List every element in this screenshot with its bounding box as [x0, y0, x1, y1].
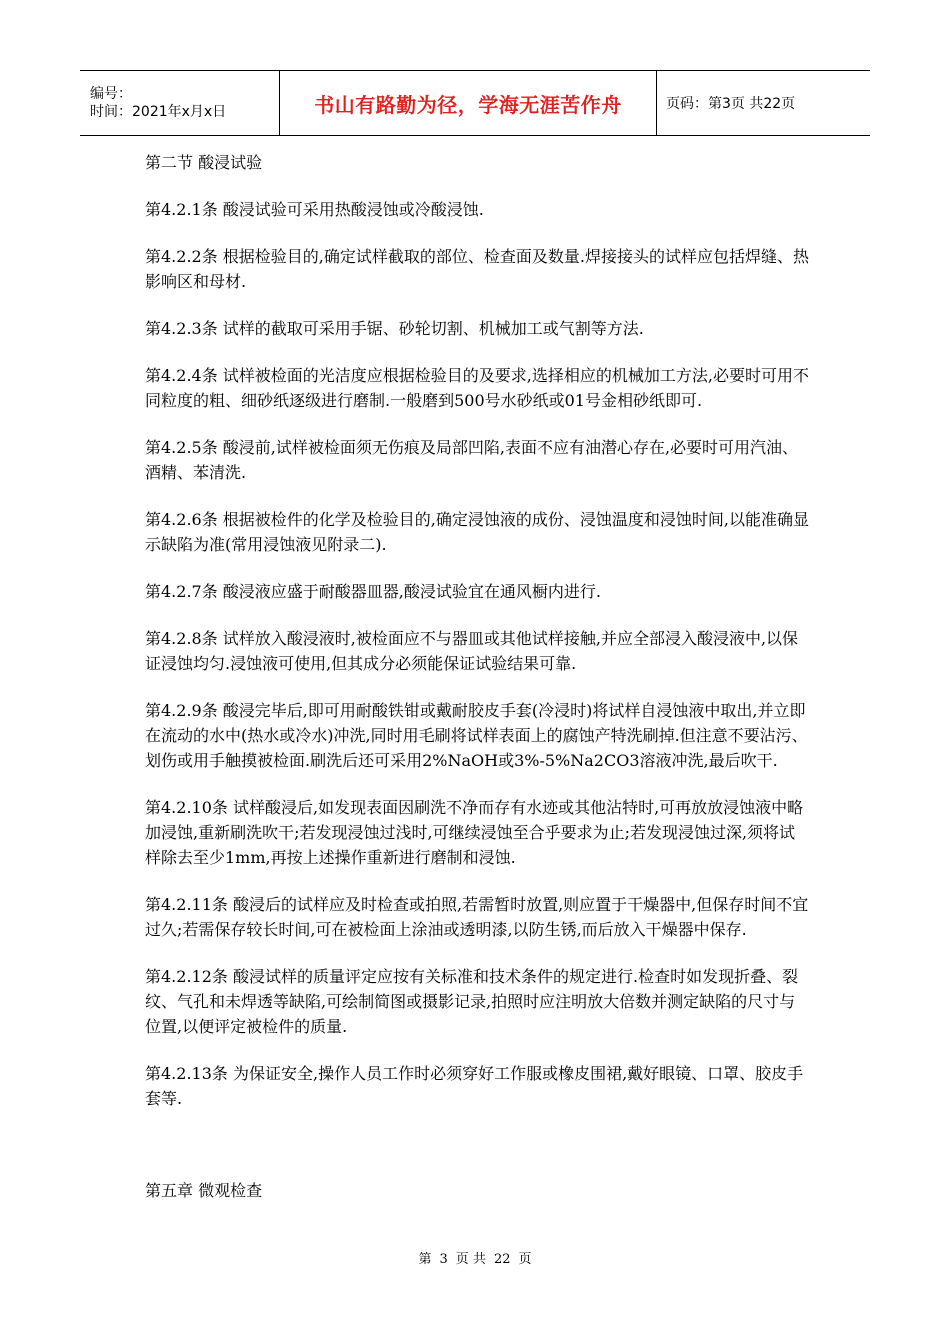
page-header: [80, 70, 870, 136]
clause-4-2-9: 第4.2.9条 酸浸完毕后,即可用耐酸铁钳或戴耐胶皮手套(冷浸时)将试样自浸蚀液中取出,并立即在流动的水中(热水或冷水)冲洗,同时用毛刷将试样表面上的腐蚀产特洗刷掉.但注意不要沾污、划伤或用手触摸被检面.刷洗后还可采用2%NaOH或3%-5%Na2CO3溶液冲洗,最后吹干.: [145, 701, 808, 770]
clause-4-2-8: 第4.2.8条 试样放入酸浸液时,被检面应不与器皿或其他试样接触,并应全部浸入酸浸液中,以保证浸蚀均匀.浸蚀液可使用,但其成分必须能保证试验结果可靠.: [145, 629, 799, 673]
clause-4-2-5: 第4.2.5条 酸浸前,试样被检面须无伤痕及局部凹陷,表面不应有油潜心存在,必要时可用汽油、酒精、苯清洗.: [145, 438, 799, 482]
footer-total-pages: 22: [493, 1252, 511, 1267]
clause-4-2-3: 第4.2.3条 试样的截取可采用手锯、砂轮切割、机械加工或气割等方法.: [145, 319, 644, 338]
clause-4-2-10: 第4.2.10条 试样酸浸后,如发现表面因刷洗不净而存有水迹或其他沾特时,可再放放浸蚀液中略加浸蚀,重新刷洗吹干;若发现浸蚀过浅时,可继续浸蚀至合乎要求为止;若发现浸蚀过深,须将试样除去至少1mm,再按上述操作重新进行磨制和浸蚀.: [145, 798, 804, 867]
clause-4-2-6: 第4.2.6条 根据被检件的化学及检验目的,确定浸蚀液的成份、浸蚀温度和浸蚀时间,以能准确显示缺陷为准(常用浸蚀液见附录二).: [145, 510, 809, 554]
document-body: [145, 150, 810, 1225]
chapter-title: 第五章 微观检查: [145, 1181, 263, 1200]
header-motto: 书山有路勤为径，学海无涯苦作舟: [280, 71, 657, 135]
footer-prefix: 第: [418, 1252, 432, 1267]
clause-4-2-4: 第4.2.4条 试样被检面的光洁度应根据检验目的及要求,选择相应的机械加工方法,必要时可用不同粒度的粗、细砂纸逐级进行磨制.一般磨到500号水砂纸或01号金相砂纸即可.: [145, 366, 809, 410]
section-title: 第二节 酸浸试验: [145, 153, 263, 172]
clause-4-2-2: 第4.2.2条 根据检验目的,确定试样截取的部位、检查面及数量.焊接接头的试样应包括焊缝、热影响区和母材.: [145, 247, 809, 291]
number-label: 编号：: [90, 86, 132, 102]
page-footer: [0, 1248, 950, 1267]
chapter-spacer: [145, 1133, 810, 1178]
footer-suffix: 页: [518, 1252, 532, 1267]
clause-4-2-1: 第4.2.1条 酸浸试验可采用热酸浸蚀或冷酸浸蚀.: [145, 200, 484, 219]
clause-4-2-11: 第4.2.11条 酸浸后的试样应及时检查或拍照,若需暂时放置,则应置于干燥器中,但保存时间不宜过久;若需保存较长时间,可在被检面上涂油或透明漆,以防生锈,而后放入干燥器中保存.: [145, 895, 809, 939]
header-page-info: 页码：第3页 共22页: [666, 96, 796, 112]
header-meta: [80, 71, 280, 135]
clause-4-2-7: 第4.2.7条 酸浸液应盛于耐酸器皿器,酸浸试验宜在通风橱内进行.: [145, 582, 601, 601]
footer-mid: 页 共: [455, 1252, 486, 1267]
footer-page-number: 3: [439, 1252, 448, 1267]
clause-4-2-13: 第4.2.13条 为保证安全,操作人员工作时必须穿好工作服或橡皮围裙,戴好眼镜、口罩、胶皮手套等.: [145, 1064, 804, 1108]
date-label: 时间：2021年x月x日: [90, 104, 227, 120]
clause-4-2-12: 第4.2.12条 酸浸试样的质量评定应按有关标准和技术条件的规定进行.检查时如发现折叠、裂纹、气孔和未焊透等缺陷,可绘制简图或摄影记录,拍照时应注明放大倍数并测定缺陷的尺寸与位置,以便评定被检件的质量.: [145, 967, 799, 1036]
